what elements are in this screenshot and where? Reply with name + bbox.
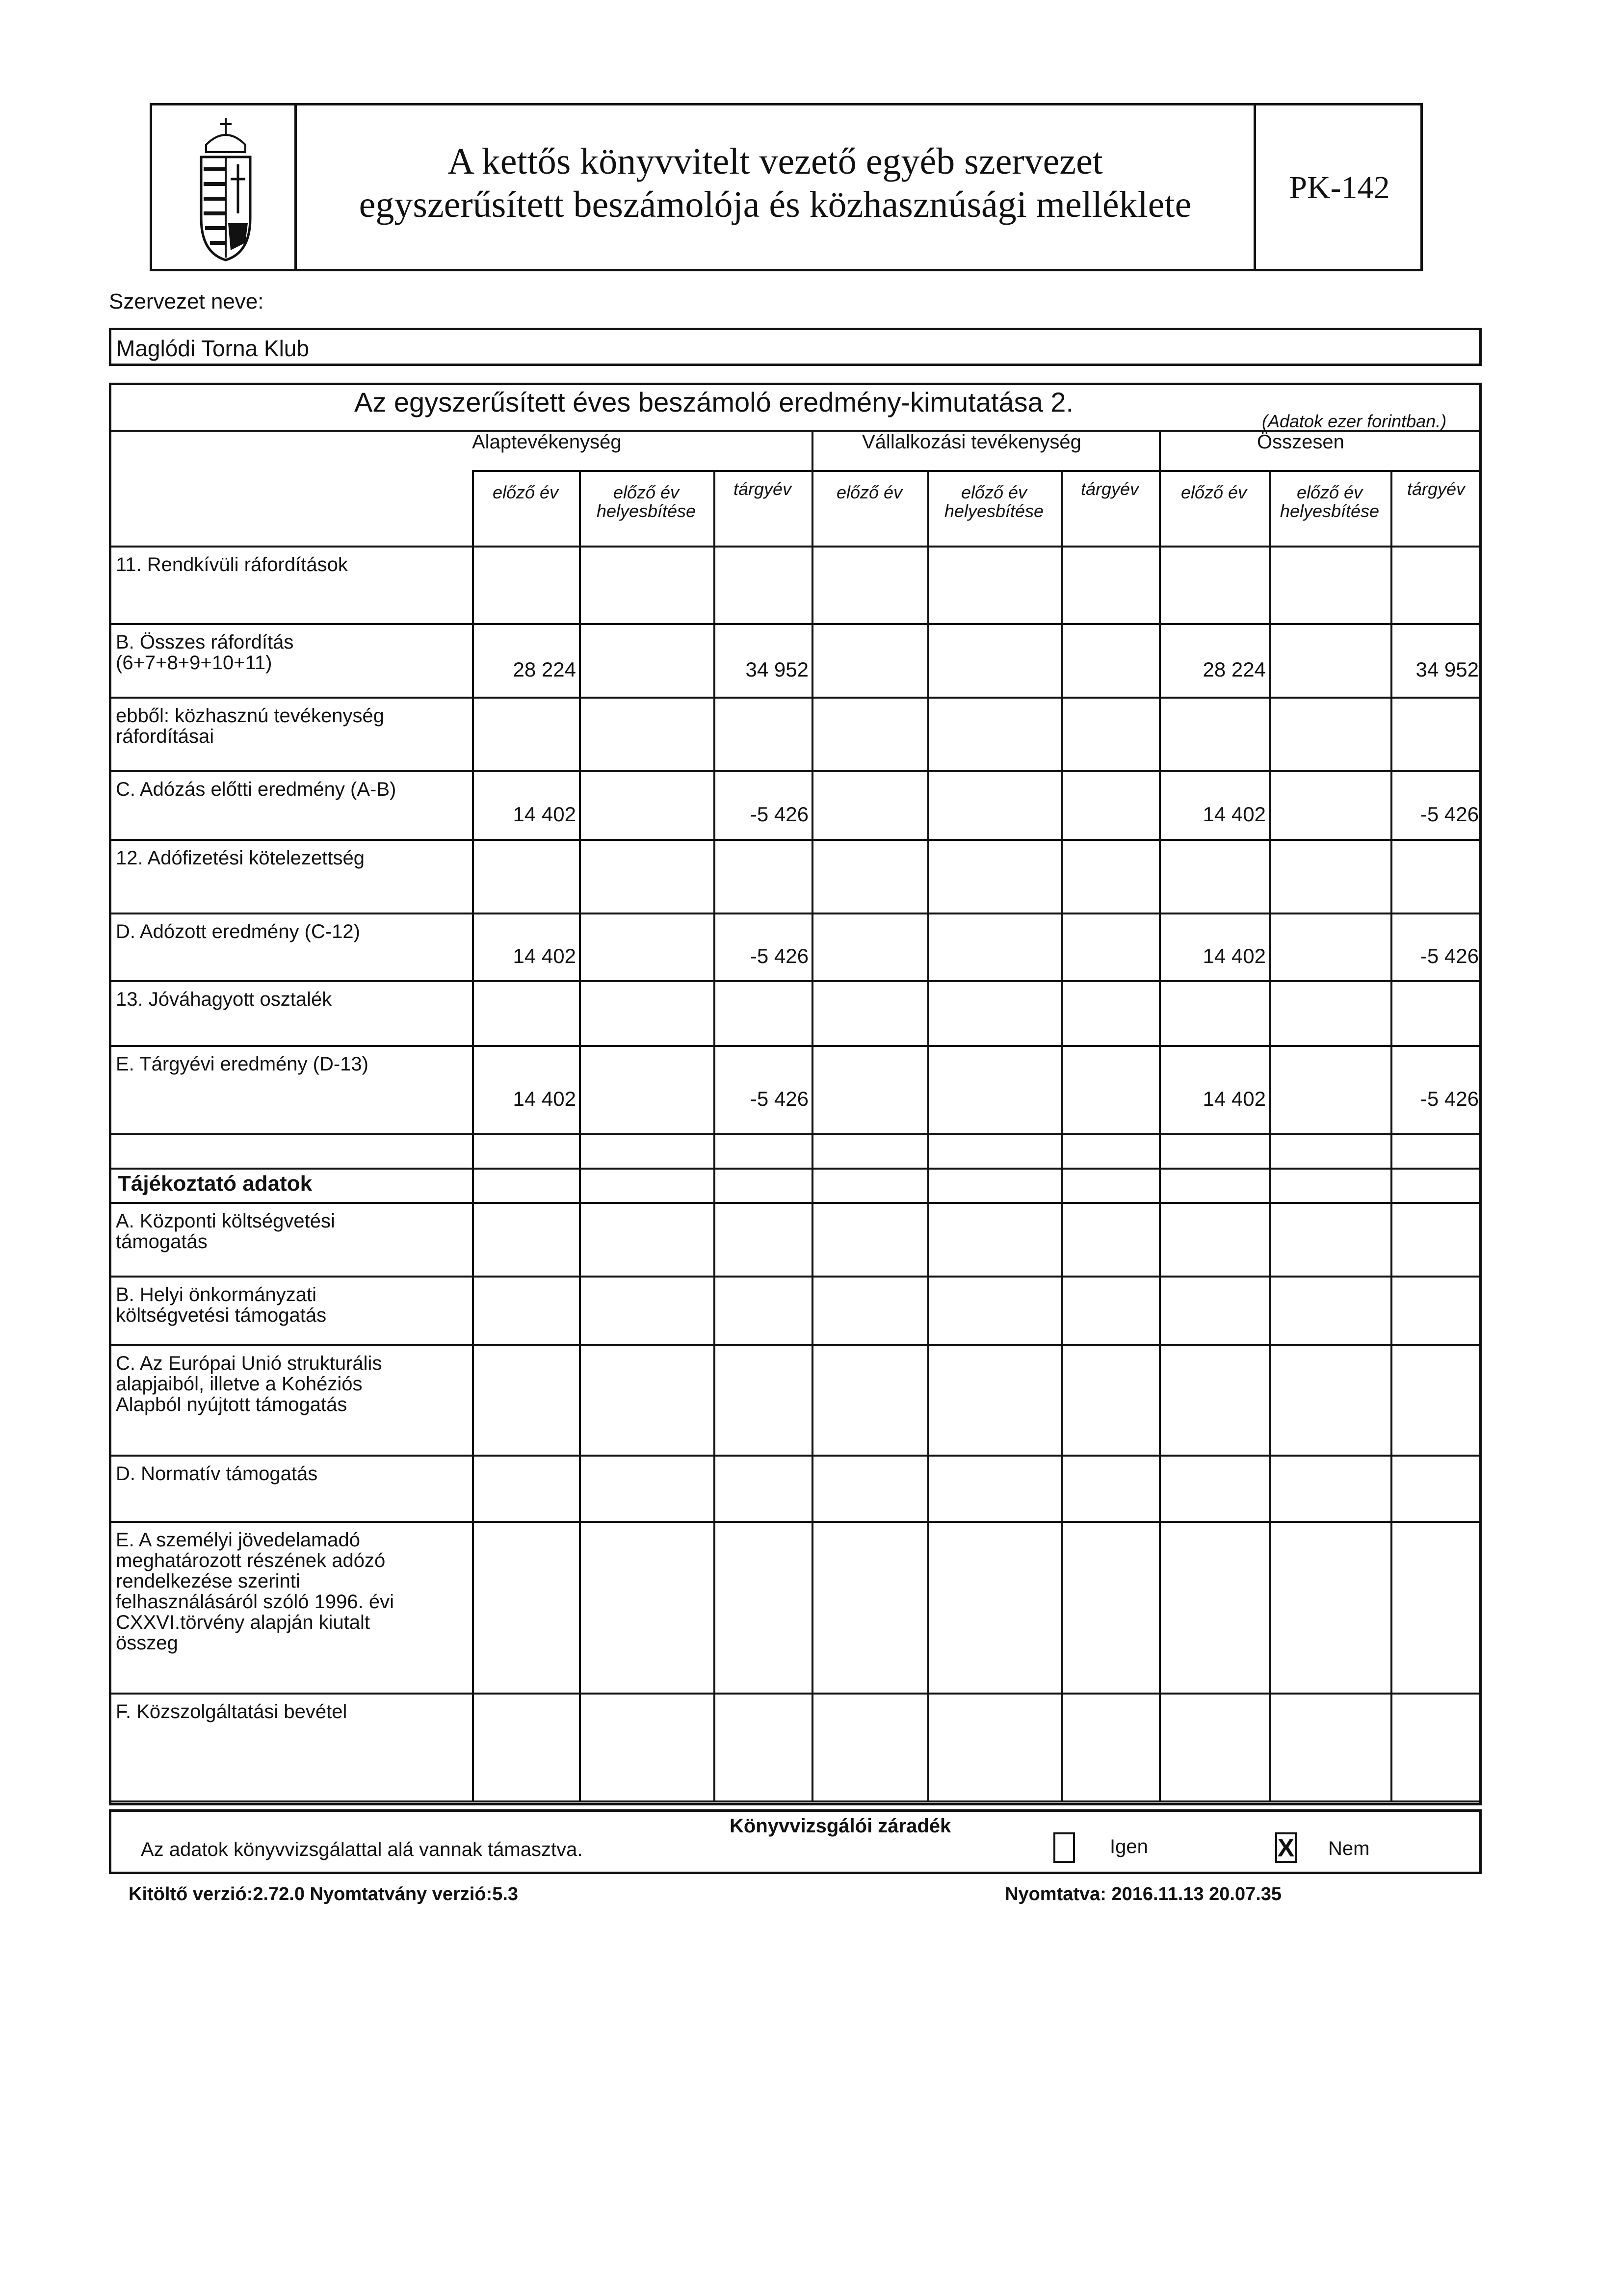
row-label-8-line: E. Tárgyévi eredmény (D-13) xyxy=(116,1053,368,1075)
row-label-7-line: 13. Jóváhagyott osztalék xyxy=(116,989,332,1010)
cell-r4-c3[interactable]: -5 426 xyxy=(750,803,809,826)
col-header-basic-corr xyxy=(579,483,713,521)
form-title xyxy=(297,140,1254,226)
version-info: Kitöltő verzió:2.72.0 Nyomtatvány verzió:5.3 xyxy=(129,1884,519,1905)
row-label-5-line: 12. Adófizetési kötelezettség xyxy=(116,847,365,869)
info-row-label-6 xyxy=(116,1701,467,1722)
row-label-1 xyxy=(116,554,467,575)
table-title: Az egyszerűsített éves beszámoló eredmény-kimutatása 2. xyxy=(354,387,1074,417)
cell-r2-c3[interactable]: 34 952 xyxy=(745,658,809,681)
form-title-line2: egyszerűsített beszámolója és közhasznúsági melléklete xyxy=(359,184,1192,225)
cell-r6-c7[interactable]: 14 402 xyxy=(1203,944,1266,967)
cell-r2-c9[interactable]: 34 952 xyxy=(1415,658,1479,681)
info-row-label-5-line: E. A személyi jövedelamadó xyxy=(116,1529,361,1551)
info-row-label-2-line: B. Helyi önkormányzati xyxy=(116,1284,317,1305)
info-row-label-2 xyxy=(116,1284,467,1326)
info-row-label-4-line: D. Normatív támogatás xyxy=(116,1463,318,1485)
info-row-label-4 xyxy=(116,1463,467,1484)
info-row-label-1-line: támogatás xyxy=(116,1231,208,1252)
audit-yes-checkbox[interactable] xyxy=(1053,1832,1075,1863)
audit-no-checkbox[interactable]: X xyxy=(1275,1832,1297,1863)
info-row-label-5 xyxy=(116,1530,467,1653)
organization-label: Szervezet neve: xyxy=(109,289,264,313)
row-label-6 xyxy=(116,921,467,942)
info-row-label-5-line: meghatározott részének adózó xyxy=(116,1550,386,1571)
row-label-1-line: 11. Rendkívüli ráfordítások xyxy=(116,554,348,575)
info-row-label-5-line: felhasználásáról szóló 1996. évi xyxy=(116,1591,394,1613)
cell-r6-c3[interactable]: -5 426 xyxy=(750,944,809,967)
row-label-2-line: (6+7+8+9+10+11) xyxy=(116,652,272,674)
cell-r6-c9[interactable]: -5 426 xyxy=(1420,944,1479,967)
group-header-total: Összesen xyxy=(1257,431,1344,453)
cell-r8-c9[interactable]: -5 426 xyxy=(1420,1087,1479,1110)
info-row-label-5-line: rendelkezése szerinti xyxy=(116,1570,300,1592)
cell-r2-c1[interactable]: 28 224 xyxy=(513,658,576,681)
info-row-label-3-line: C. Az Európai Unió strukturális xyxy=(116,1353,382,1374)
row-label-2 xyxy=(116,632,467,673)
row-label-8 xyxy=(116,1054,467,1074)
cell-r4-c7[interactable]: 14 402 xyxy=(1203,803,1266,826)
form-header xyxy=(150,103,1423,271)
col-header-business-prev: előző év xyxy=(836,482,903,502)
organization-name-field[interactable] xyxy=(109,328,1482,366)
row-label-4-line: C. Adózás előtti eredmény (A-B) xyxy=(116,779,396,800)
income-statement-table xyxy=(109,383,1482,1805)
cell-r8-c7[interactable]: 14 402 xyxy=(1203,1087,1266,1110)
col-header-total-prev: előző év xyxy=(1180,482,1247,502)
form-code: PK-142 xyxy=(1289,170,1390,206)
row-label-2-line: B. Összes ráfordítás xyxy=(116,631,294,653)
group-header-basic: Alaptevékenység xyxy=(472,431,622,453)
cell-r4-c9[interactable]: -5 426 xyxy=(1420,803,1479,826)
cell-r8-c1[interactable]: 14 402 xyxy=(513,1087,576,1110)
row-label-3-line: ráfordításai xyxy=(116,726,214,747)
col-header-corr-line1: előző év xyxy=(1296,482,1363,502)
row-label-5 xyxy=(116,848,467,868)
col-header-business-curr: tárgyév xyxy=(1080,479,1139,499)
audit-statement: Az adatok könyvvizsgálattal alá vannak támasztva. xyxy=(141,1839,583,1860)
info-row-label-1 xyxy=(116,1211,467,1252)
col-header-basic-prev: előző év xyxy=(492,482,559,502)
col-header-corr-line2: helyesbítése xyxy=(1280,501,1380,521)
form-title-line1: A kettős könyvvitelt vezető egyéb szervezet xyxy=(447,141,1103,182)
cell-r8-c3[interactable]: -5 426 xyxy=(750,1087,809,1110)
col-header-corr-line2: helyesbítése xyxy=(596,501,696,521)
info-row-label-5-line: CXXVI.törvény alapján kiutalt xyxy=(116,1612,370,1633)
col-header-basic-curr: tárgyév xyxy=(733,479,792,499)
row-label-4 xyxy=(116,779,467,800)
col-header-corr-line1: előző év xyxy=(961,482,1027,502)
group-header-business: Vállalkozási tevékenység xyxy=(862,431,1081,453)
cell-r6-c1[interactable]: 14 402 xyxy=(513,944,576,967)
col-header-total-corr xyxy=(1269,483,1390,521)
audit-yes-label: Igen xyxy=(1110,1836,1148,1857)
audit-clause-box xyxy=(109,1809,1482,1874)
organization-name: Maglódi Torna Klub xyxy=(116,336,309,361)
audit-heading: Könyvvizsgálói záradék xyxy=(730,1815,951,1837)
info-row-label-3 xyxy=(116,1353,467,1415)
info-row-label-6-line: F. Közszolgáltatási bevétel xyxy=(116,1701,347,1722)
unit-note: (Adatok ezer forintban.) xyxy=(1262,411,1447,431)
info-row-label-3-line: alapjaiból, illetve a Kohéziós xyxy=(116,1373,363,1395)
cell-r4-c1[interactable]: 14 402 xyxy=(513,803,576,826)
print-timestamp: Nyomtatva: 2016.11.13 20.07.35 xyxy=(1005,1884,1282,1905)
row-label-6-line: D. Adózott eredmény (C-12) xyxy=(116,921,360,942)
col-header-total-curr: tárgyév xyxy=(1407,479,1466,499)
col-header-corr-line2: helyesbítése xyxy=(944,501,1044,521)
cell-r2-c7[interactable]: 28 224 xyxy=(1203,658,1266,681)
col-header-business-corr xyxy=(927,483,1061,521)
info-heading: Tájékoztató adatok xyxy=(118,1172,313,1196)
info-row-label-1-line: A. Központi költségvetési xyxy=(116,1210,335,1232)
info-row-label-2-line: költségvetési támogatás xyxy=(116,1305,327,1326)
coat-of-arms-icon xyxy=(196,115,255,262)
audit-no-label: Nem xyxy=(1328,1838,1370,1859)
row-label-3-line: ebből: közhasznú tevékenység xyxy=(116,705,385,727)
info-row-label-3-line: Alapból nyújtott támogatás xyxy=(116,1394,347,1415)
col-header-corr-line1: előző év xyxy=(613,482,680,502)
row-label-7 xyxy=(116,989,467,1010)
row-label-3 xyxy=(116,705,467,747)
info-row-label-5-line: összeg xyxy=(116,1632,178,1654)
